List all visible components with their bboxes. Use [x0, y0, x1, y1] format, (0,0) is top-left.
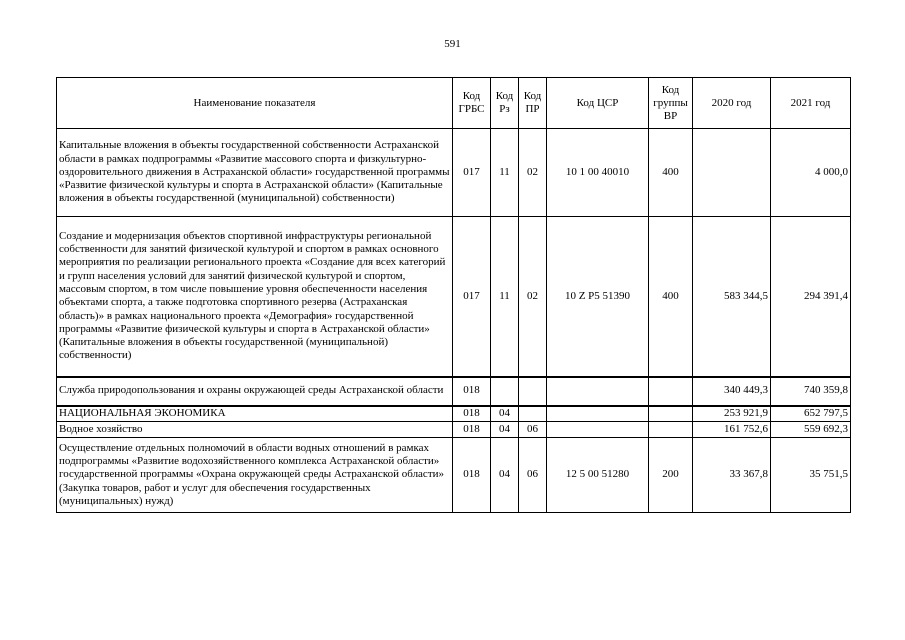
row-rz: 04: [491, 406, 519, 422]
row-pr: 06: [519, 438, 547, 513]
row-2020: 33 367,8: [693, 438, 771, 513]
row-csr: 10 Z P5 51390: [547, 217, 649, 377]
row-vr: 400: [649, 217, 693, 377]
row-name: Водное хозяйство: [57, 422, 453, 438]
row-2020: [693, 129, 771, 217]
row-2020: 161 752,6: [693, 422, 771, 438]
header-2021: 2021 год: [771, 78, 851, 129]
row-pr: [519, 377, 547, 406]
row-grbs: 018: [453, 406, 491, 422]
row-csr: 12 5 00 51280: [547, 438, 649, 513]
header-2020: 2020 год: [693, 78, 771, 129]
header-rz: Код Рз: [491, 78, 519, 129]
row-grbs: 017: [453, 129, 491, 217]
table-row: [57, 438, 851, 513]
table-row: [57, 129, 851, 217]
row-name: Создание и модернизация объектов спортивной инфраструктуры региональной собственности для занятий физической культурой и спортом в рамках основного мероприятия по реализации регионального проекта «Создание для всех категорий и групп населения условий для занятий физической культурой и спортом, массовым спортом, в том числе повышение уровня обеспеченности населения объектами спорта, а также подготовка спортивного резерва (Астраханская область)» в рамках национального проекта «Демография» государственной программы «Развитие физической культуры и спорта в Астраханской области» (Капитальные вложения в объекты государственной (муниципальной) собственности): [57, 217, 453, 377]
row-grbs: 017: [453, 217, 491, 377]
row-vr: [649, 422, 693, 438]
row-pr: 02: [519, 217, 547, 377]
header-grbs: Код ГРБС: [453, 78, 491, 129]
row-2021: 35 751,5: [771, 438, 851, 513]
row-pr: 02: [519, 129, 547, 217]
budget-table: [56, 77, 851, 513]
row-2021: 559 692,3: [771, 422, 851, 438]
row-vr: [649, 377, 693, 406]
row-2020: 340 449,3: [693, 377, 771, 406]
row-csr: [547, 406, 649, 422]
row-name: НАЦИОНАЛЬНАЯ ЭКОНОМИКА: [57, 406, 453, 422]
row-rz: 04: [491, 422, 519, 438]
header-name: Наименование показателя: [57, 78, 453, 129]
row-csr: 10 1 00 40010: [547, 129, 649, 217]
header-pr: Код ПР: [519, 78, 547, 129]
row-2020: 583 344,5: [693, 217, 771, 377]
header-csr: Код ЦСР: [547, 78, 649, 129]
row-grbs: 018: [453, 422, 491, 438]
row-vr: 200: [649, 438, 693, 513]
row-pr: 06: [519, 422, 547, 438]
row-rz: 04: [491, 438, 519, 513]
table-row: [57, 406, 851, 422]
row-vr: 400: [649, 129, 693, 217]
table-row: [57, 377, 851, 406]
table-row: [57, 422, 851, 438]
row-2021: 294 391,4: [771, 217, 851, 377]
table-row: [57, 217, 851, 377]
row-name: Служба природопользования и охраны окружающей среды Астраханской области: [57, 377, 453, 406]
row-rz: [491, 377, 519, 406]
row-pr: [519, 406, 547, 422]
row-grbs: 018: [453, 377, 491, 406]
row-2021: 740 359,8: [771, 377, 851, 406]
header-vr: Код группы ВР: [649, 78, 693, 129]
row-2020: 253 921,9: [693, 406, 771, 422]
row-2021: 4 000,0: [771, 129, 851, 217]
page-number: 591: [444, 38, 461, 50]
row-rz: 11: [491, 129, 519, 217]
row-2021: 652 797,5: [771, 406, 851, 422]
row-csr: [547, 377, 649, 406]
row-csr: [547, 422, 649, 438]
row-vr: [649, 406, 693, 422]
row-grbs: 018: [453, 438, 491, 513]
row-name: Осуществление отдельных полномочий в области водных отношений в рамках подпрограммы «Развитие водохозяйственного комплекса Астраханской области» государственной программы «Охрана окружающей среды Астраханской области» (Закупка товаров, работ и услуг для обеспечения государственных (муниципальных) нужд): [57, 438, 453, 513]
row-name: Капитальные вложения в объекты государственной собственности Астраханской области в рамках подпрограммы «Развитие массового спорта и физкультурно-оздоровительного движения в Астраханской области» государственной программы «Развитие физической культуры и спорта в Астраханской области» (Капитальные вложения в объекты государственной (муниципальной) собственности): [57, 129, 453, 217]
table-header-row: [57, 78, 851, 129]
row-rz: 11: [491, 217, 519, 377]
